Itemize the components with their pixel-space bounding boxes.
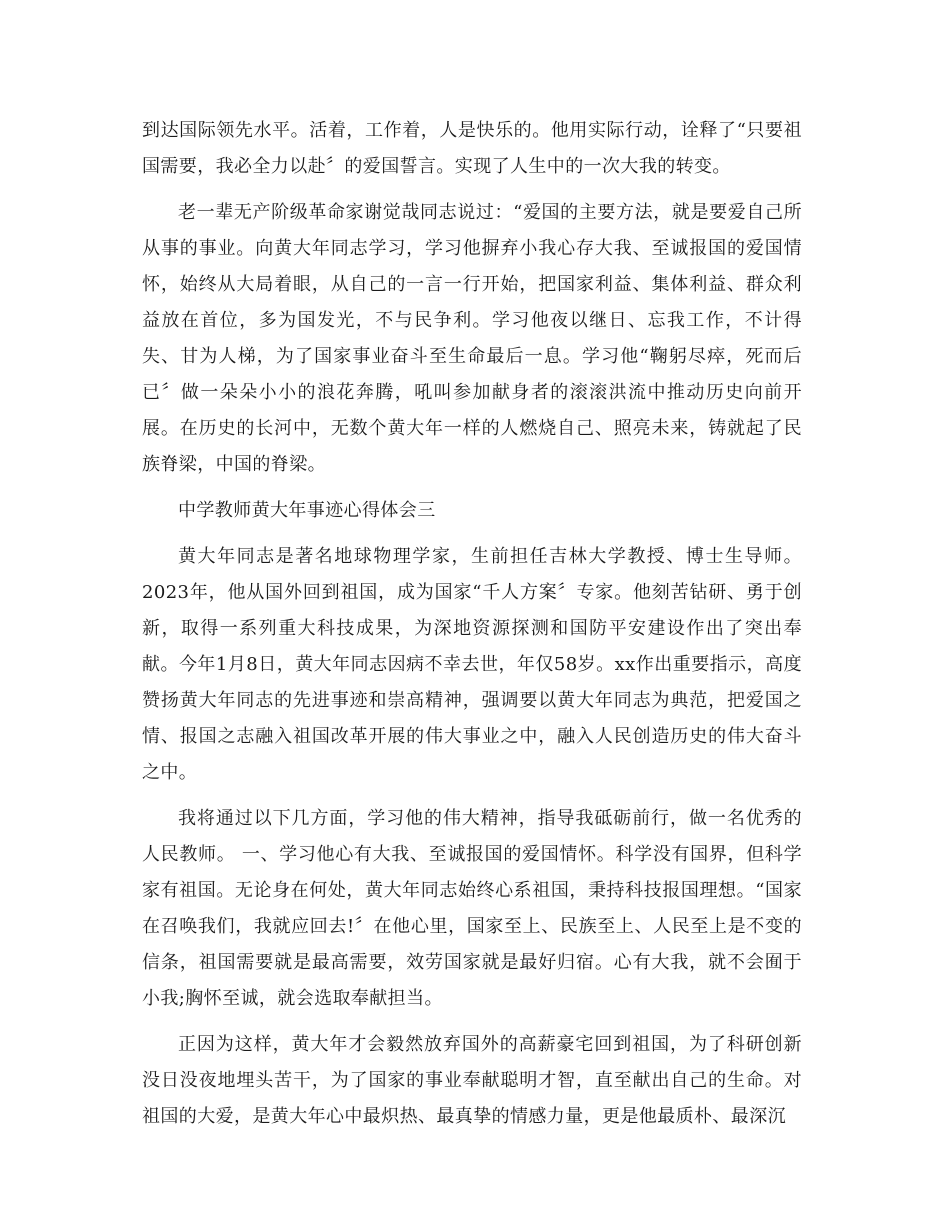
paragraph-huang-danian-bio: 黄大年同志是著名地球物理学家，生前担任吉林大学教授、博士生导师。2023年，他从国外回到祖国，成为国家“千人方案〞专家。他刻苦钻研、勇于创新，取得一系列重大科技成果，为深地资源探测和国防平安建设作出了突出奉献。今年1月8日，黄大年同志因病不幸去世，年仅58岁。xx作出重要指示，高度赞扬黄大年同志的先进事迹和崇高精神，强调要以黄大年同志为典范，把爱国之情、报国之志融入祖国改革开展的伟大事业之中，融入人民创造历史的伟大奋斗之中。 [142, 546, 802, 783]
paragraph-continuation: 到达国际领先水平。活着，工作着，人是快乐的。他用实际行动，诠释了“只要祖国需要，我必全力以赴〞的爱国誓言。实现了人生中的一次大我的转变。 [142, 120, 802, 177]
document-body [142, 113, 802, 1145]
paragraph-learning-points: 我将通过以下几方面，学习他的伟大精神，指导我砥砺前行，做一名优秀的人民教师。 一、学习他心有大我、至诚报国的爱国情怀。科学没有国界，但科学家有祖国。无论身在何处，黄大年同志始终心系祖国，秉持科技报国理想。“国家在召唤我们，我就应回去!〞在他心里，国家至上、民族至上、人民至上是不变的信条，祖国需要就是最高需要，效劳国家就是最好归宿。心有大我，就不会囿于小我;胸怀至诚，就会选取奉献担当。 [142, 808, 802, 1009]
paragraph-patriotism: 正因为这样，黄大年才会毅然放弃国外的高薪豪宅回到祖国，为了科研创新没日没夜地埋头苦干，为了国家的事业奉献聪明才智，直至献出自己的生命。对祖国的大爱，是黄大年心中最炽热、最真挚的情感力量，更是他最质朴、最深沉 [142, 1034, 802, 1127]
section-heading: 中学教师黄大年事迹心得体会三 [178, 500, 436, 521]
paragraph-xie-juezai-quote: 老一辈无产阶级革命家谢觉哉同志说过：“爱国的主要方法，就是要爱自己所从事的事业。向黄大年同志学习，学习他摒弃小我心存大我、至诚报国的爱国情怀，始终从大局着眼，从自己的一言一行开始，把国家利益、集体利益、群众利益放在首位，多为国发光，不与民争利。学习他夜以继日、忘我工作，不计得失、甘为人梯，为了国家事业奋斗至生命最后一息。学习他“鞠躬尽瘁，死而后已〞做一朵朵小小的浪花奔腾，吼叫参加献身者的滚滚洪流中推动历史向前开展。在历史的长河中，无数个黄大年一样的人燃烧自己、照亮未来，铸就起了民族脊梁，中国的脊梁。 [142, 202, 802, 475]
